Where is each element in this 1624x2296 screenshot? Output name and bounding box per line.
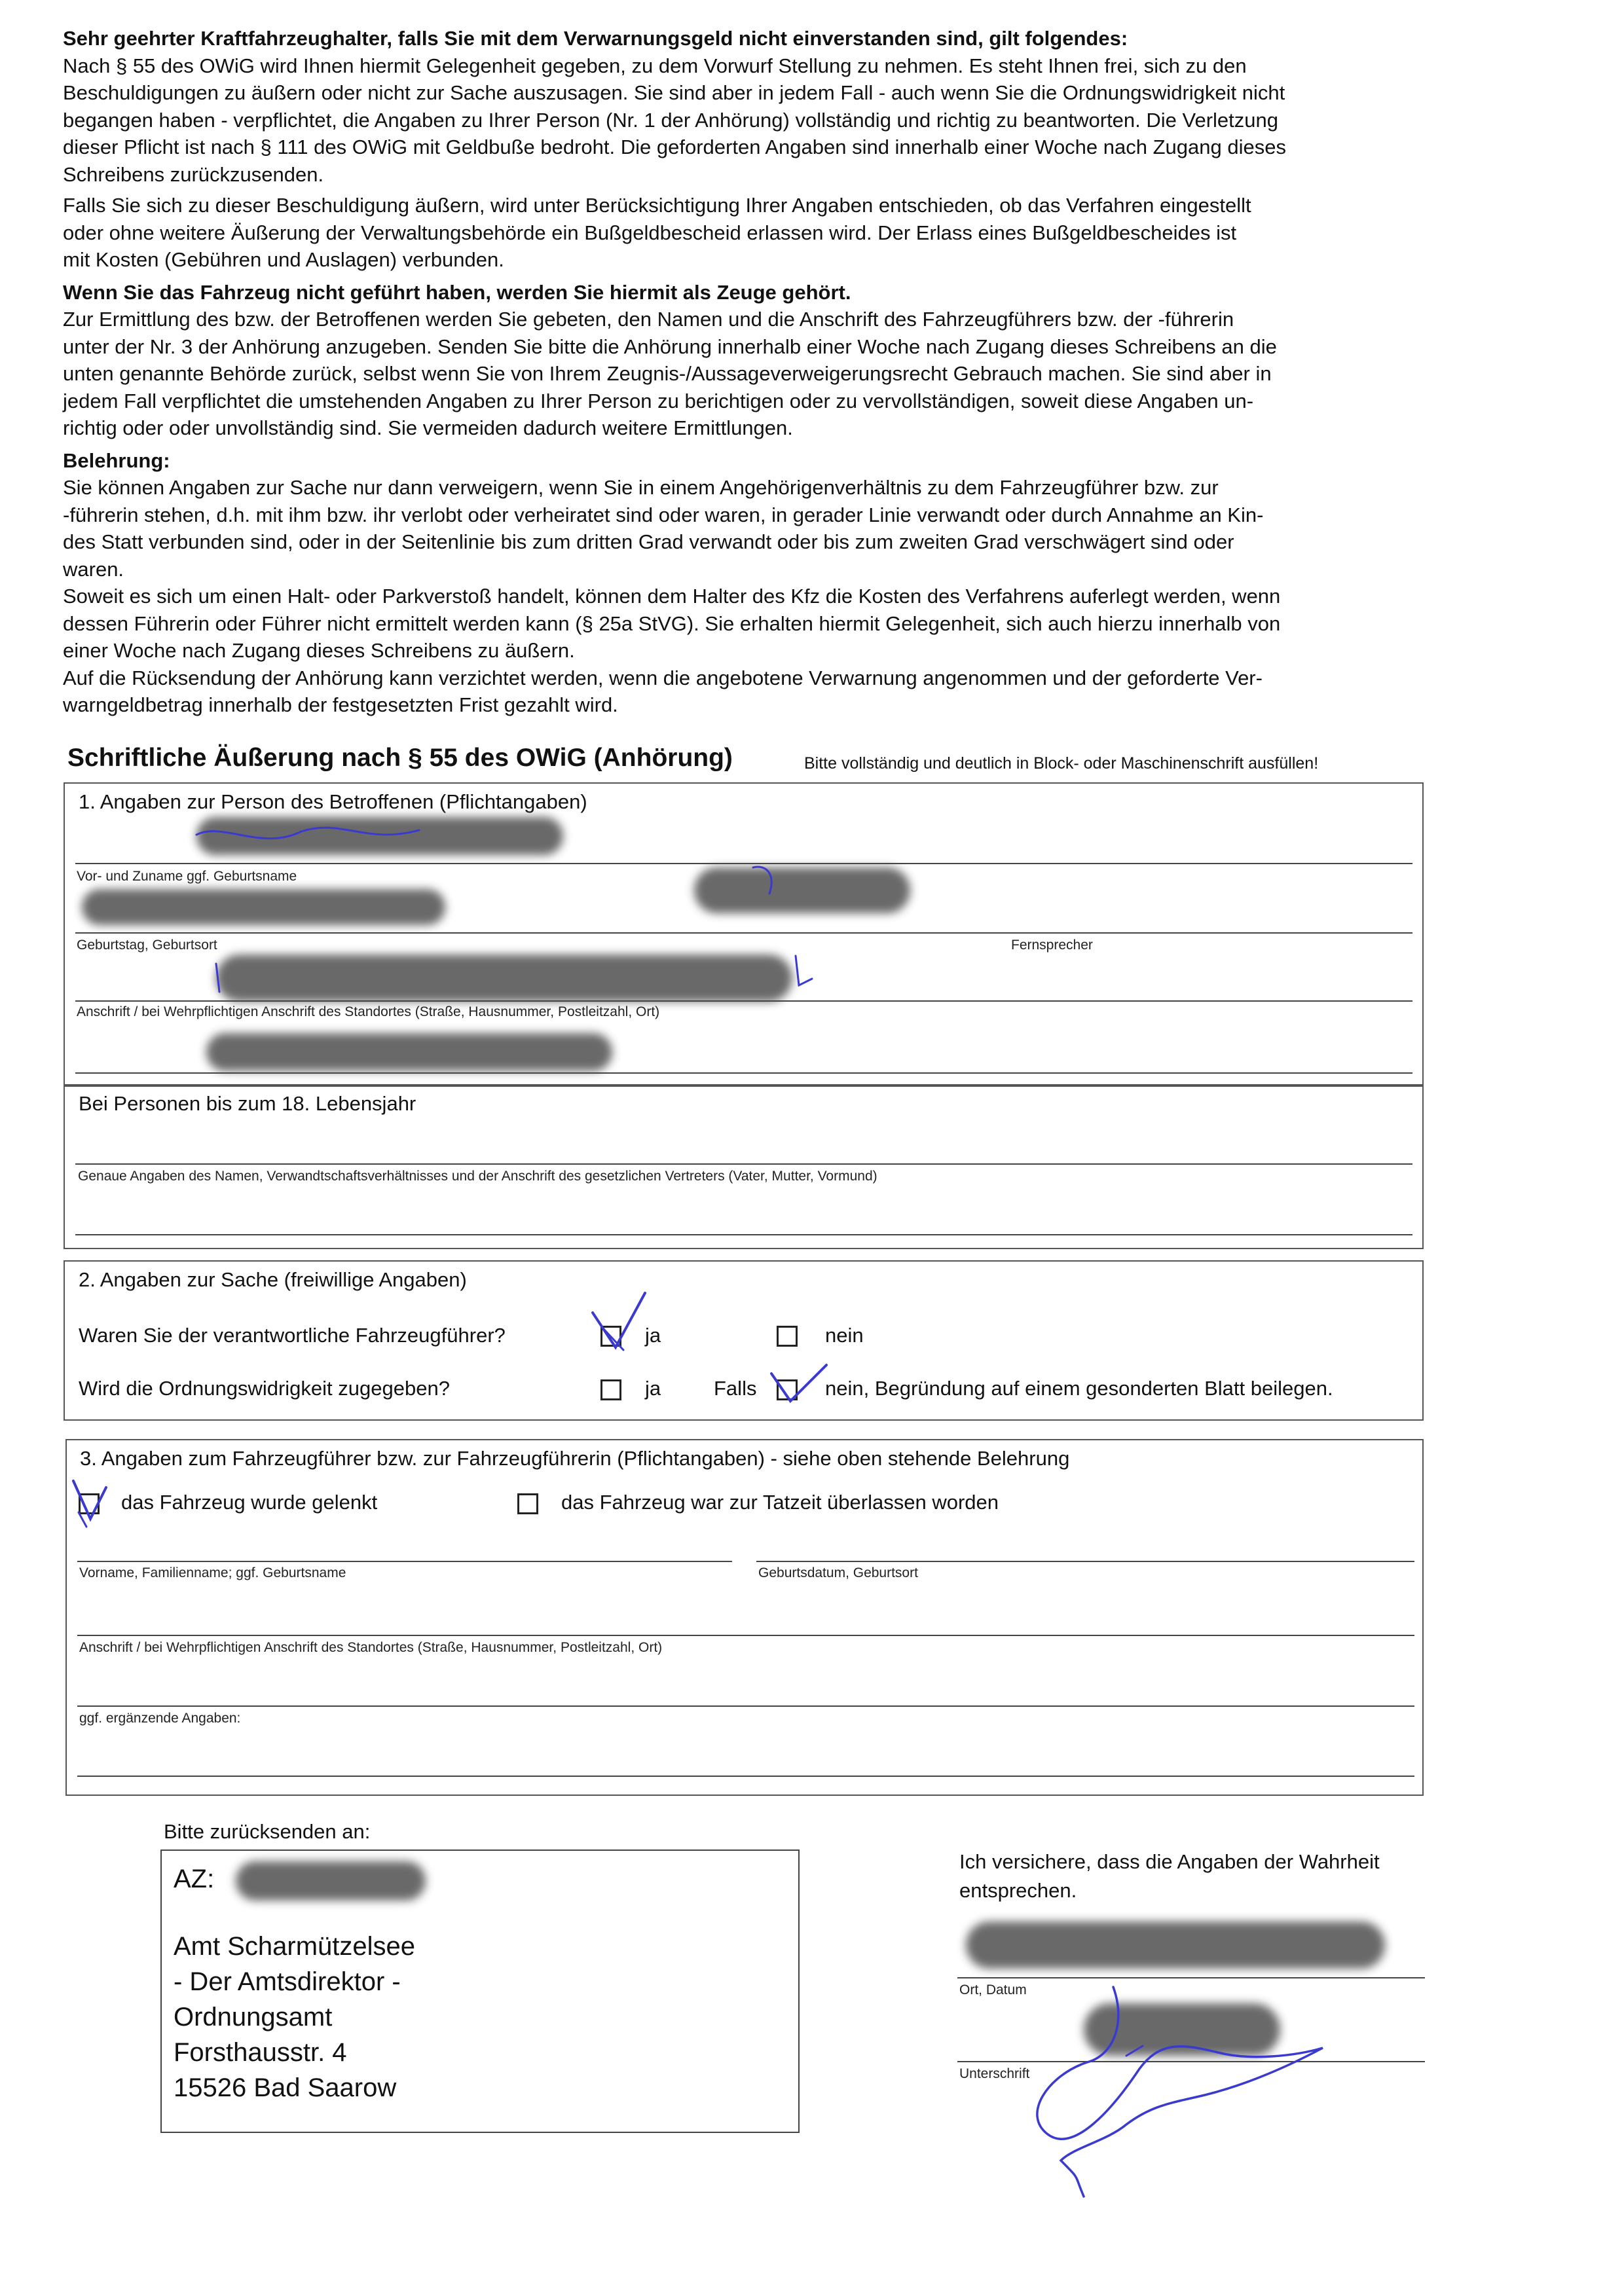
intro-para2-line: mit Kosten (Gebühren und Auslagen) verbunden. (63, 248, 504, 271)
driver-no-label: nein (825, 1324, 864, 1347)
intro-para3-line: Zur Ermittlung des bzw. der Betroffenen werden Sie gebeten, den Namen und die Anschrift des Fahrzeugführers bzw. der -führerin (63, 308, 1234, 331)
intro-para4-line: -führerin stehen, d.h. mit ihm bzw. ihr verlobt oder verheiratet sind oder waren, in gerader Linie verwandt oder durch Annahme an Kin- (63, 503, 1264, 526)
admit-no-label: nein, Begründung auf einem gesonderten Blatt beilegen. (825, 1377, 1333, 1400)
intro-para2-line: oder ohne weitere Äußerung der Verwaltungsbehörde ein Bußgeldbescheid erlassen wird. Der Erlass eines Bußgeldbescheides ist (63, 221, 1237, 244)
pen-scribble-icon (753, 867, 771, 894)
intro-para3-line: unter der Nr. 3 der Anhörung anzugeben. Senden Sie bitte die Anhörung innerhalb einer Woche nach Zugang dieses Schreibens an die (63, 335, 1277, 358)
intro-para3-line: jedem Fall verpflichtet die umstehenden Angaben zu Ihrer Person zu berichtigen oder zu vervollständigen, soweit diese Angaben un- (63, 389, 1254, 412)
signature-label: Unterschrift (959, 2066, 1030, 2081)
intro-heading: Sehr geehrter Kraftfahrzeughalter, falls Sie mit dem Verwarnungsgeld nicht einverstanden sind, gilt folgendes: (63, 27, 1128, 50)
address-label: Anschrift / bei Wehrpflichtigen Anschrift des Standortes (Straße, Hausnummer, Postleitzahl, Ort) (77, 1004, 660, 1019)
az-label: AZ: (174, 1865, 215, 1893)
intro-para4-line: waren. (63, 557, 124, 581)
name-label: Vor- und Zuname ggf. Geburtsname (77, 869, 297, 884)
birth-label: Geburtstag, Geburtsort (77, 938, 217, 953)
signature-icon (1037, 1987, 1323, 2196)
ink-strokes (73, 828, 1323, 2196)
declaration-text: entsprechen. (959, 1879, 1077, 1902)
intro-para1-line: Schreibens zurückzusenden. (63, 162, 324, 186)
admit-falls-label: Falls (714, 1377, 757, 1400)
section1-heading: 1. Angaben zur Person des Betroffenen (Pflichtangaben) (79, 790, 587, 813)
intro-para4-line: des Statt verbunden sind, oder in der Seitenlinie bis zum dritten Grad verwandt oder bis zum zweiten Grad verschwägert sind oder (63, 530, 1234, 553)
intro-para3-line: unten genannte Behörde zurück, selbst wenn Sie von Ihrem Zeugnis-/Aussageverweigerungsrecht Gebrauch machen. Sie sind aber in (63, 362, 1272, 385)
pen-scribble-icon (216, 964, 219, 992)
declaration-text: Ich versichere, dass die Angaben der Wahrheit (959, 1850, 1380, 1873)
minor-heading: Bei Personen bis zum 18. Lebensjahr (79, 1092, 416, 1115)
intro-para4-line: Auf die Rücksendung der Anhörung kann verzichtet werden, wenn die angebotene Verwarnung angenommen und der geforderte Ver- (63, 666, 1263, 689)
form-subtitle: Bitte vollständig und deutlich in Block- oder Maschinenschrift ausfüllen! (804, 754, 1319, 773)
return-line: Forsthausstr. 4 (174, 2038, 347, 2067)
witness-heading: Wenn Sie das Fahrzeug nicht geführt haben, werden Sie hiermit als Zeuge gehört. (63, 280, 851, 304)
intro-para1-line: begangen haben - verpflichtet, die Angaben zu Ihrer Person (Nr. 1 der Anhörung) vollständig und richtig zu beantworten. Die Verletzung (63, 108, 1279, 132)
intro-para1-line: Beschuldigungen zu äußern oder nicht zur Sache auszusagen. Sie sind aber in jedem Fall - auch wenn Sie die Ordnungswidrigkeit nicht (63, 81, 1285, 104)
question-driver: Waren Sie der verantwortliche Fahrzeugführer? (79, 1324, 506, 1347)
driver-name-label: Vorname, Familienname; ggf. Geburtsname (79, 1565, 346, 1580)
intro-para1-line: dieser Pflicht ist nach § 111 des OWiG mit Geldbuße bedroht. Die geforderten Angaben sind innerhalb einer Woche nach Zugang dieses (63, 136, 1286, 158)
vehicle-lent-label: das Fahrzeug war zur Tatzeit überlassen worden (561, 1491, 999, 1514)
intro-para3-line: richtig oder oder unvollständig sind. Sie vermeiden dadurch weitere Ermittlungen. (63, 416, 793, 439)
intro-para2-line: Falls Sie sich zu dieser Beschuldigung äußern, wird unter Berücksichtigung Ihrer Angaben entschieden, ob das Verfahren eingestellt (63, 194, 1251, 217)
extra-label: ggf. ergänzende Angaben: (79, 1711, 241, 1726)
intro-para1-line: Nach § 55 des OWiG wird Ihnen hiermit Gelegenheit gegeben, zu dem Vorwurf Stellung zu nehmen. Es steht Ihnen frei, sich zu den (63, 54, 1247, 77)
question-admit: Wird die Ordnungswidrigkeit zugegeben? (79, 1377, 450, 1400)
return-line: Amt Scharmützelsee (174, 1932, 416, 1961)
pen-scribble-icon (796, 956, 812, 985)
belehrung-heading: Belehrung: (63, 448, 170, 472)
checkmark-icon (79, 1512, 86, 1527)
admit-yes-label: ja (645, 1377, 661, 1400)
return-label: Bitte zurücksenden an: (164, 1820, 371, 1843)
pen-scribble-icon (196, 828, 419, 838)
return-line: 15526 Bad Saarow (174, 2073, 397, 2102)
driver-address-label: Anschrift / bei Wehrpflichtigen Anschrift des Standortes (Straße, Hausnummer, Postleitzahl, Ort) (79, 1640, 663, 1655)
return-line: - Der Amtsdirektor - (174, 1967, 401, 1996)
phone-label: Fernsprecher (1011, 938, 1093, 953)
intro-para4-line: warngeldbetrag innerhalb der festgesetzten Frist gezahlt wird. (63, 693, 618, 716)
guardian-label: Genaue Angaben des Namen, Verwandtschaftsverhältnisses und der Anschrift des gesetzlichen Vertreters (Vater, Mutter, Vormund) (78, 1169, 877, 1184)
checkmark-icon (771, 1365, 826, 1401)
intro-para4-line: einer Woche nach Zugang dieses Schreibens zu äußern. (63, 639, 575, 662)
checkmark-icon (593, 1293, 645, 1347)
section3-heading: 3. Angaben zum Fahrzeugführer bzw. zur Fahrzeugführerin (Pflichtangaben) - siehe oben stehende Belehrung (80, 1447, 1070, 1470)
return-line: Ordnungsamt (174, 2003, 333, 2032)
driver-birth-label: Geburtsdatum, Geburtsort (758, 1565, 918, 1580)
place-date-label: Ort, Datum (959, 1982, 1027, 1997)
signature-icon (1126, 2046, 1143, 2056)
form-title: Schriftliche Äußerung nach § 55 des OWiG (Anhörung) (67, 744, 733, 772)
vehicle-driven-label: das Fahrzeug wurde gelenkt (121, 1491, 378, 1514)
driver-yes-label: ja (645, 1324, 661, 1347)
intro-para4-line: Sie können Angaben zur Sache nur dann verweigern, wenn Sie in einem Angehörigenverhältnis zu dem Fahrzeugführer bzw. zur (63, 476, 1219, 499)
intro-para4-line: dessen Führerin oder Führer nicht ermittelt werden kann (§ 25a StVG). Sie erhalten hiermit Gelegenheit, sich auch hierzu innerhalb von (63, 611, 1281, 635)
section2-heading: 2. Angaben zur Sache (freiwillige Angaben) (79, 1268, 467, 1291)
intro-para4-line: Soweit es sich um einen Halt- oder Parkverstoß handelt, können dem Halter des Kfz die Kosten des Verfahrens auferlegt werden, wenn (63, 585, 1281, 608)
